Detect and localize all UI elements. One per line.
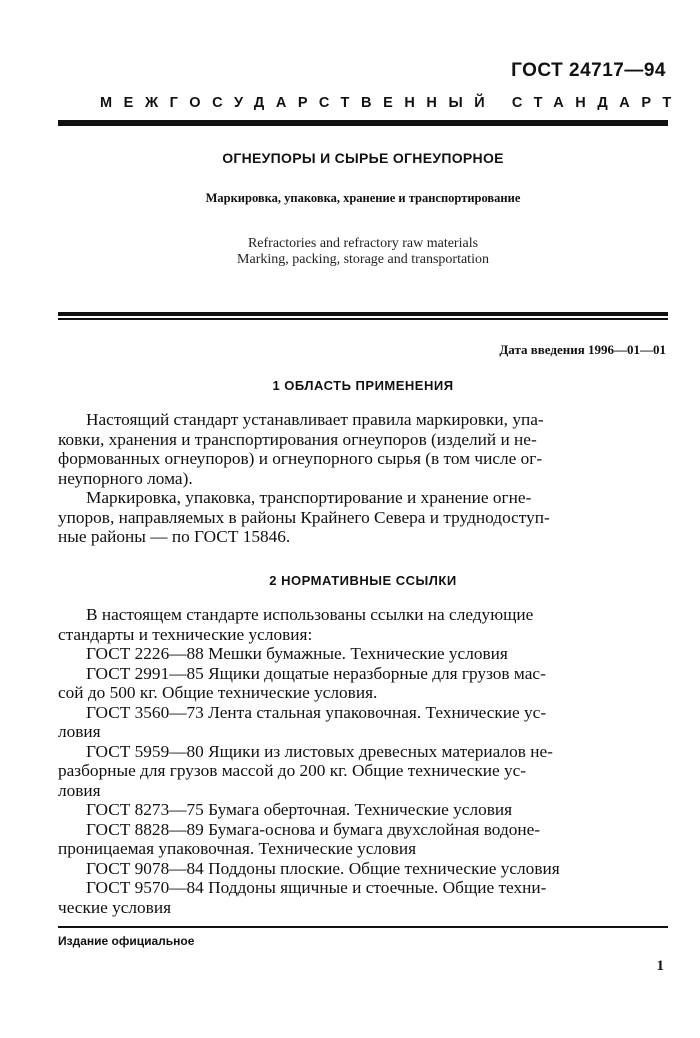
reference-gost-8828-cont: проницаемая упаковочная. Технические условия (58, 839, 417, 858)
title-divider-rule (58, 312, 668, 316)
interstate-standard-label: МЕЖГОСУДАРСТВЕННЫЙ СТАНДАРТ (100, 95, 683, 111)
official-edition-label: Издание официальное (58, 934, 195, 948)
section-2-heading: 2 НОРМАТИВНЫЕ ССЫЛКИ (269, 573, 457, 588)
document-title: ОГНЕУПОРЫ И СЫРЬЕ ОГНЕУПОРНОЕ (222, 150, 504, 166)
section-1-line: упоров, направляемых в районы Крайнего Севера и труднодоступ- (58, 507, 550, 527)
section-1-line: Настоящий стандарт устанавливает правила маркировки, упа- (86, 410, 544, 429)
reference-gost-2991: ГОСТ 2991—85 Ящики дощатые неразборные для грузов мас- (86, 663, 546, 683)
section-1-line: ковки, хранения и транспортирования огнеупоров (изделий и не- (58, 429, 537, 449)
english-title-line-2: Marking, packing, storage and transportation (237, 252, 489, 267)
reference-gost-3560-cont: ловия (58, 722, 101, 741)
reference-gost-8273: ГОСТ 8273—75 Бумага оберточная. Технические условия (86, 800, 513, 819)
header-thick-rule (58, 120, 668, 126)
page-number: 1 (656, 958, 664, 974)
reference-gost-5959-cont: ловия (58, 780, 101, 800)
reference-gost-2991-cont: сой до 500 кг. Общие технические условия. (58, 683, 378, 702)
standard-number: ГОСТ 24717—94 (511, 60, 666, 81)
section-1-line: ные районы — по ГОСТ 15846. (58, 527, 291, 546)
footer-rule (58, 926, 668, 928)
title-divider-thin-rule (58, 318, 668, 320)
english-title (58, 236, 668, 268)
section-2-line: В настоящем стандарте использованы ссылки на следующие (86, 605, 534, 624)
reference-gost-2226: ГОСТ 2226—88 Мешки бумажные. Технические условия (86, 644, 508, 663)
section-1-line: формованных огнеупоров) и огнеупорного сырья (в том числе ог- (58, 449, 543, 468)
document-subtitle: Маркировка, упаковка, хранение и транспортирование (205, 191, 521, 205)
reference-gost-9570-cont: ческие условия (58, 897, 172, 917)
introduction-date: Дата введения 1996—01—01 (499, 342, 666, 357)
reference-gost-5959: ГОСТ 5959—80 Ящики из листовых древесных материалов не- (86, 741, 553, 761)
section-2-line: стандарты и технические условия: (58, 624, 313, 644)
reference-gost-5959-cont: разборные для грузов массой до 200 кг. Общие технические ус- (58, 761, 527, 780)
section-1-line: неупорного лома). (58, 468, 193, 488)
reference-gost-3560: ГОСТ 3560—73 Лента стальная упаковочная. Технические ус- (86, 702, 547, 722)
reference-gost-9570: ГОСТ 9570—84 Поддоны ящичные и стоечные. Общие техни- (86, 878, 547, 897)
reference-gost-8828: ГОСТ 8828—89 Бумага-основа и бумага двухслойная водоне- (86, 819, 541, 839)
section-2-body (58, 605, 664, 917)
section-1-body (58, 410, 664, 547)
section-1-line: Маркировка, упаковка, транспортирование и хранение огне- (86, 488, 532, 507)
section-1-heading: 1 ОБЛАСТЬ ПРИМЕНЕНИЯ (272, 378, 454, 393)
reference-gost-9078: ГОСТ 9078—84 Поддоны плоские. Общие технические условия (86, 858, 560, 878)
english-title-line-1: Refractories and refractory raw materials (247, 236, 479, 251)
